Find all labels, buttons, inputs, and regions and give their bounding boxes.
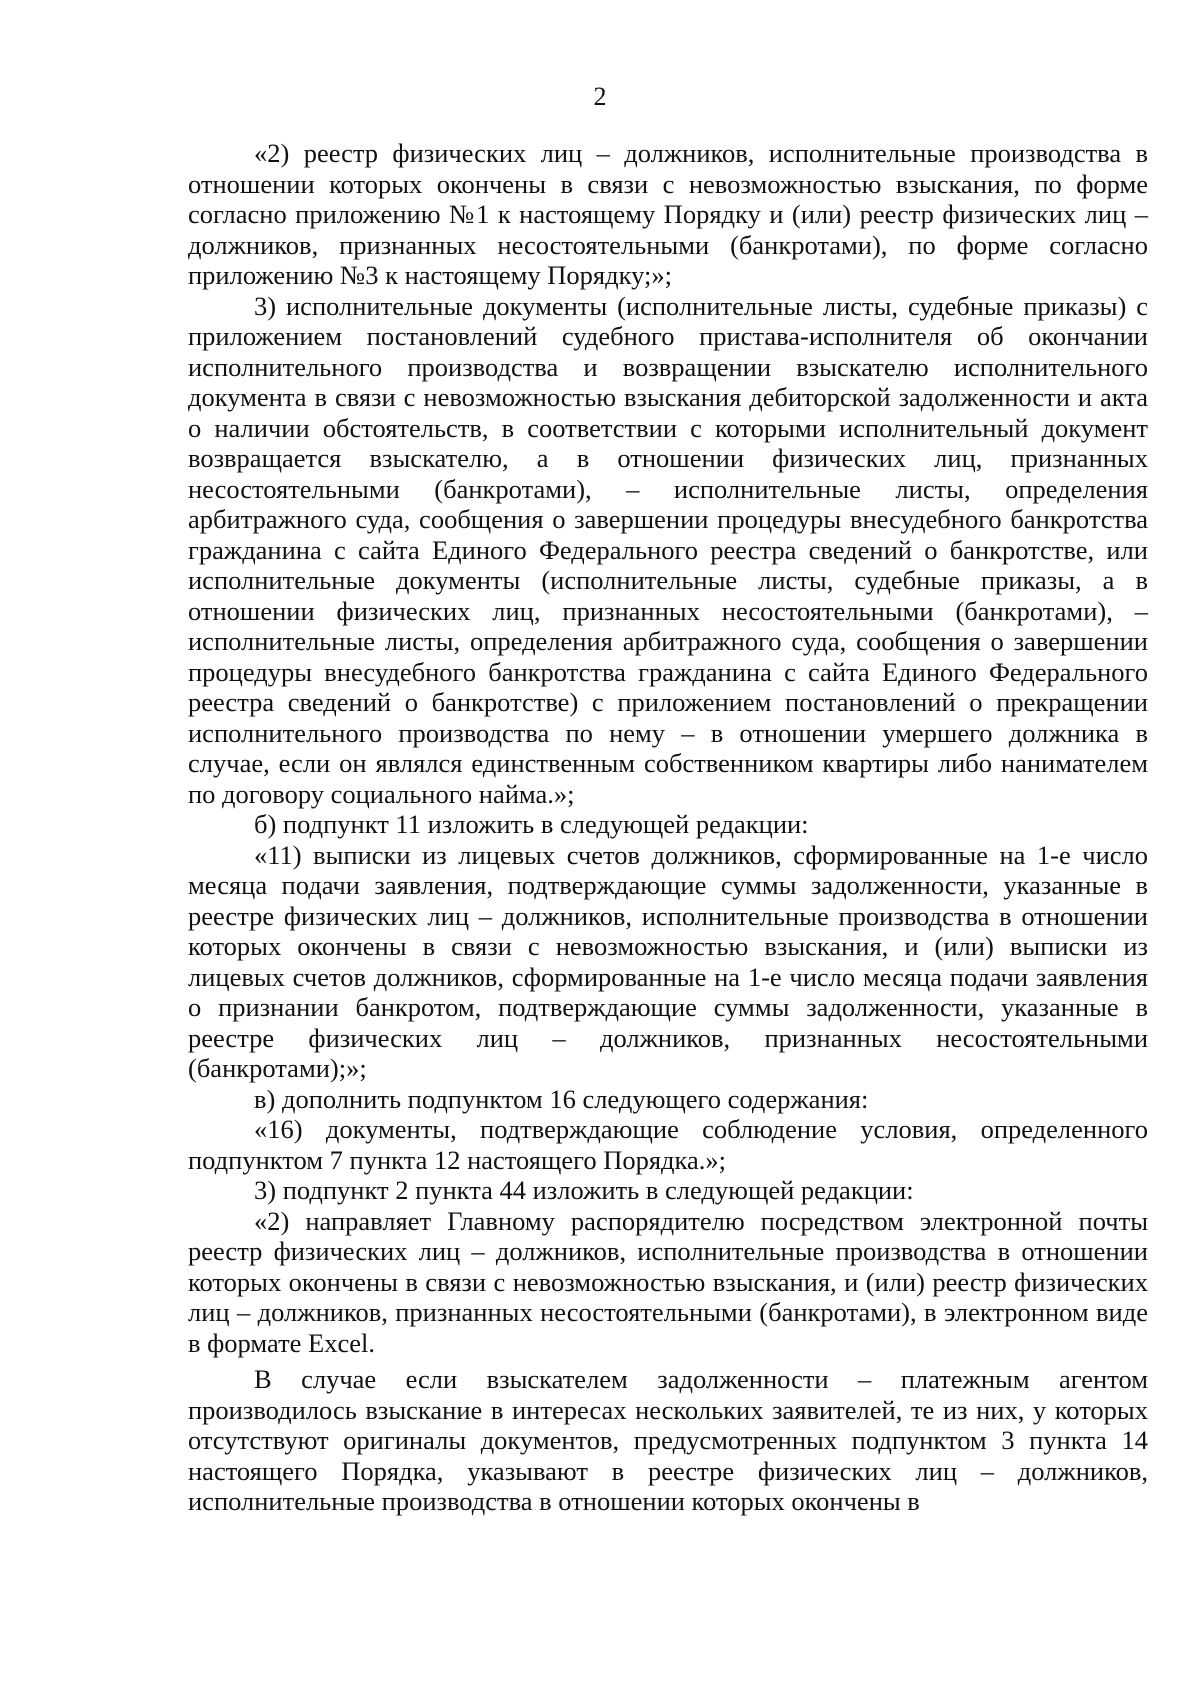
paragraph-subclause-16-heading: в) дополнить подпунктом 16 следующего содержания: — [254, 1083, 869, 1114]
paragraph-executive-documents: 3) исполнительные документы (исполнительные листы, судебные приказы) с приложением постановлений судебного пристава-исполнителя об окончании исполнительного производства и возвращении взыскателю исполнительного документа в связи с невозможностью взыскания дебиторской задолженности и акта о наличии обстоятельств, в соответствии с которыми исполнительный документ возвращается взыскателю, а в отношении физических лиц, признанных несостоятельными (банкротами), – исполнительные листы, определения арбитражного суда, сообщения о завершении процедуры внесудебного банкротства гражданина с сайта Единого Федерального реестра сведений о банкротстве, или исполнительные документы (исполнительные листы, судебные приказы, а в отношении физических лиц, признанных несостоятельными (банкротами), – исполнительные листы, определения арбитражного суда, сообщения о завершении процедуры внесудебного банкротства гражданина с сайта Единого Федерального реестра сведений о банкротстве) с приложением постановлений о прекращении исполнительного производства по нему – в отношении умершего должника в случае, если он являлся единственным собственником квартиры либо нанимателем по договору социального найма.»; — [188, 290, 1148, 809]
paragraph-clause-44-heading: 3) подпункт 2 пункта 44 изложить в следующей редакции: — [254, 1175, 914, 1205]
document-body — [188, 138, 1148, 1517]
page-number: 2 — [593, 82, 607, 111]
paragraph-clause-44-text: «2) направляет Главному распорядителю посредством электронной почты реестр физических лиц – должников, исполнительные производства в отношении которых окончены в связи с невозможностью взыскания, и (или) реестр физических лиц – должников, признанных несостоятельными (банкротами), в электронном виде в формате Excel. — [188, 1205, 1148, 1358]
paragraph-subclause-11-heading: б) подпункт 11 изложить в следующей редакции: — [254, 809, 809, 839]
paragraph-registry-form: «2) реестр физических лиц – должников, исполнительные производства в отношении которых окончены в связи с невозможностью взыскания, по форме согласно приложению №1 к настоящему Порядку и (или) реестр физических лиц – должников, признанных несостоятельными (банкротами), по форме согласно приложению №3 к настоящему Порядку;»; — [188, 138, 1148, 290]
paragraph-payment-agent: В случае если взыскателем задолженности – платежным агентом производилось взыскание в интересах нескольких заявителей, те из них, у которых отсутствуют оригиналы документов, предусмотренных подпунктом 3 пункта 14 настоящего Порядка, указывают в реестре физических лиц – должников, исполнительные производства в отношении которых окончены в — [188, 1364, 1148, 1516]
paragraph-subclause-16-text: «16) документы, подтверждающие соблюдение условия, определенного подпунктом 7 пункта 12 настоящего Порядка.»; — [188, 1114, 1148, 1175]
paragraph-subclause-11-text: «11) выписки из лицевых счетов должников, сформированные на 1-е число месяца подачи заявления, подтверждающие суммы задолженности, указанные в реестре физических лиц – должников, исполнительные производства в отношении которых окончены в связи с невозможностью взыскания, и (или) выписки из лицевых счетов должников, сформированные на 1-е число месяца подачи заявления о признании банкротом, подтверждающие суммы задолженности, указанные в реестре физических лиц – должников, признанных несостоятельными (банкротами);»; — [188, 839, 1148, 1083]
